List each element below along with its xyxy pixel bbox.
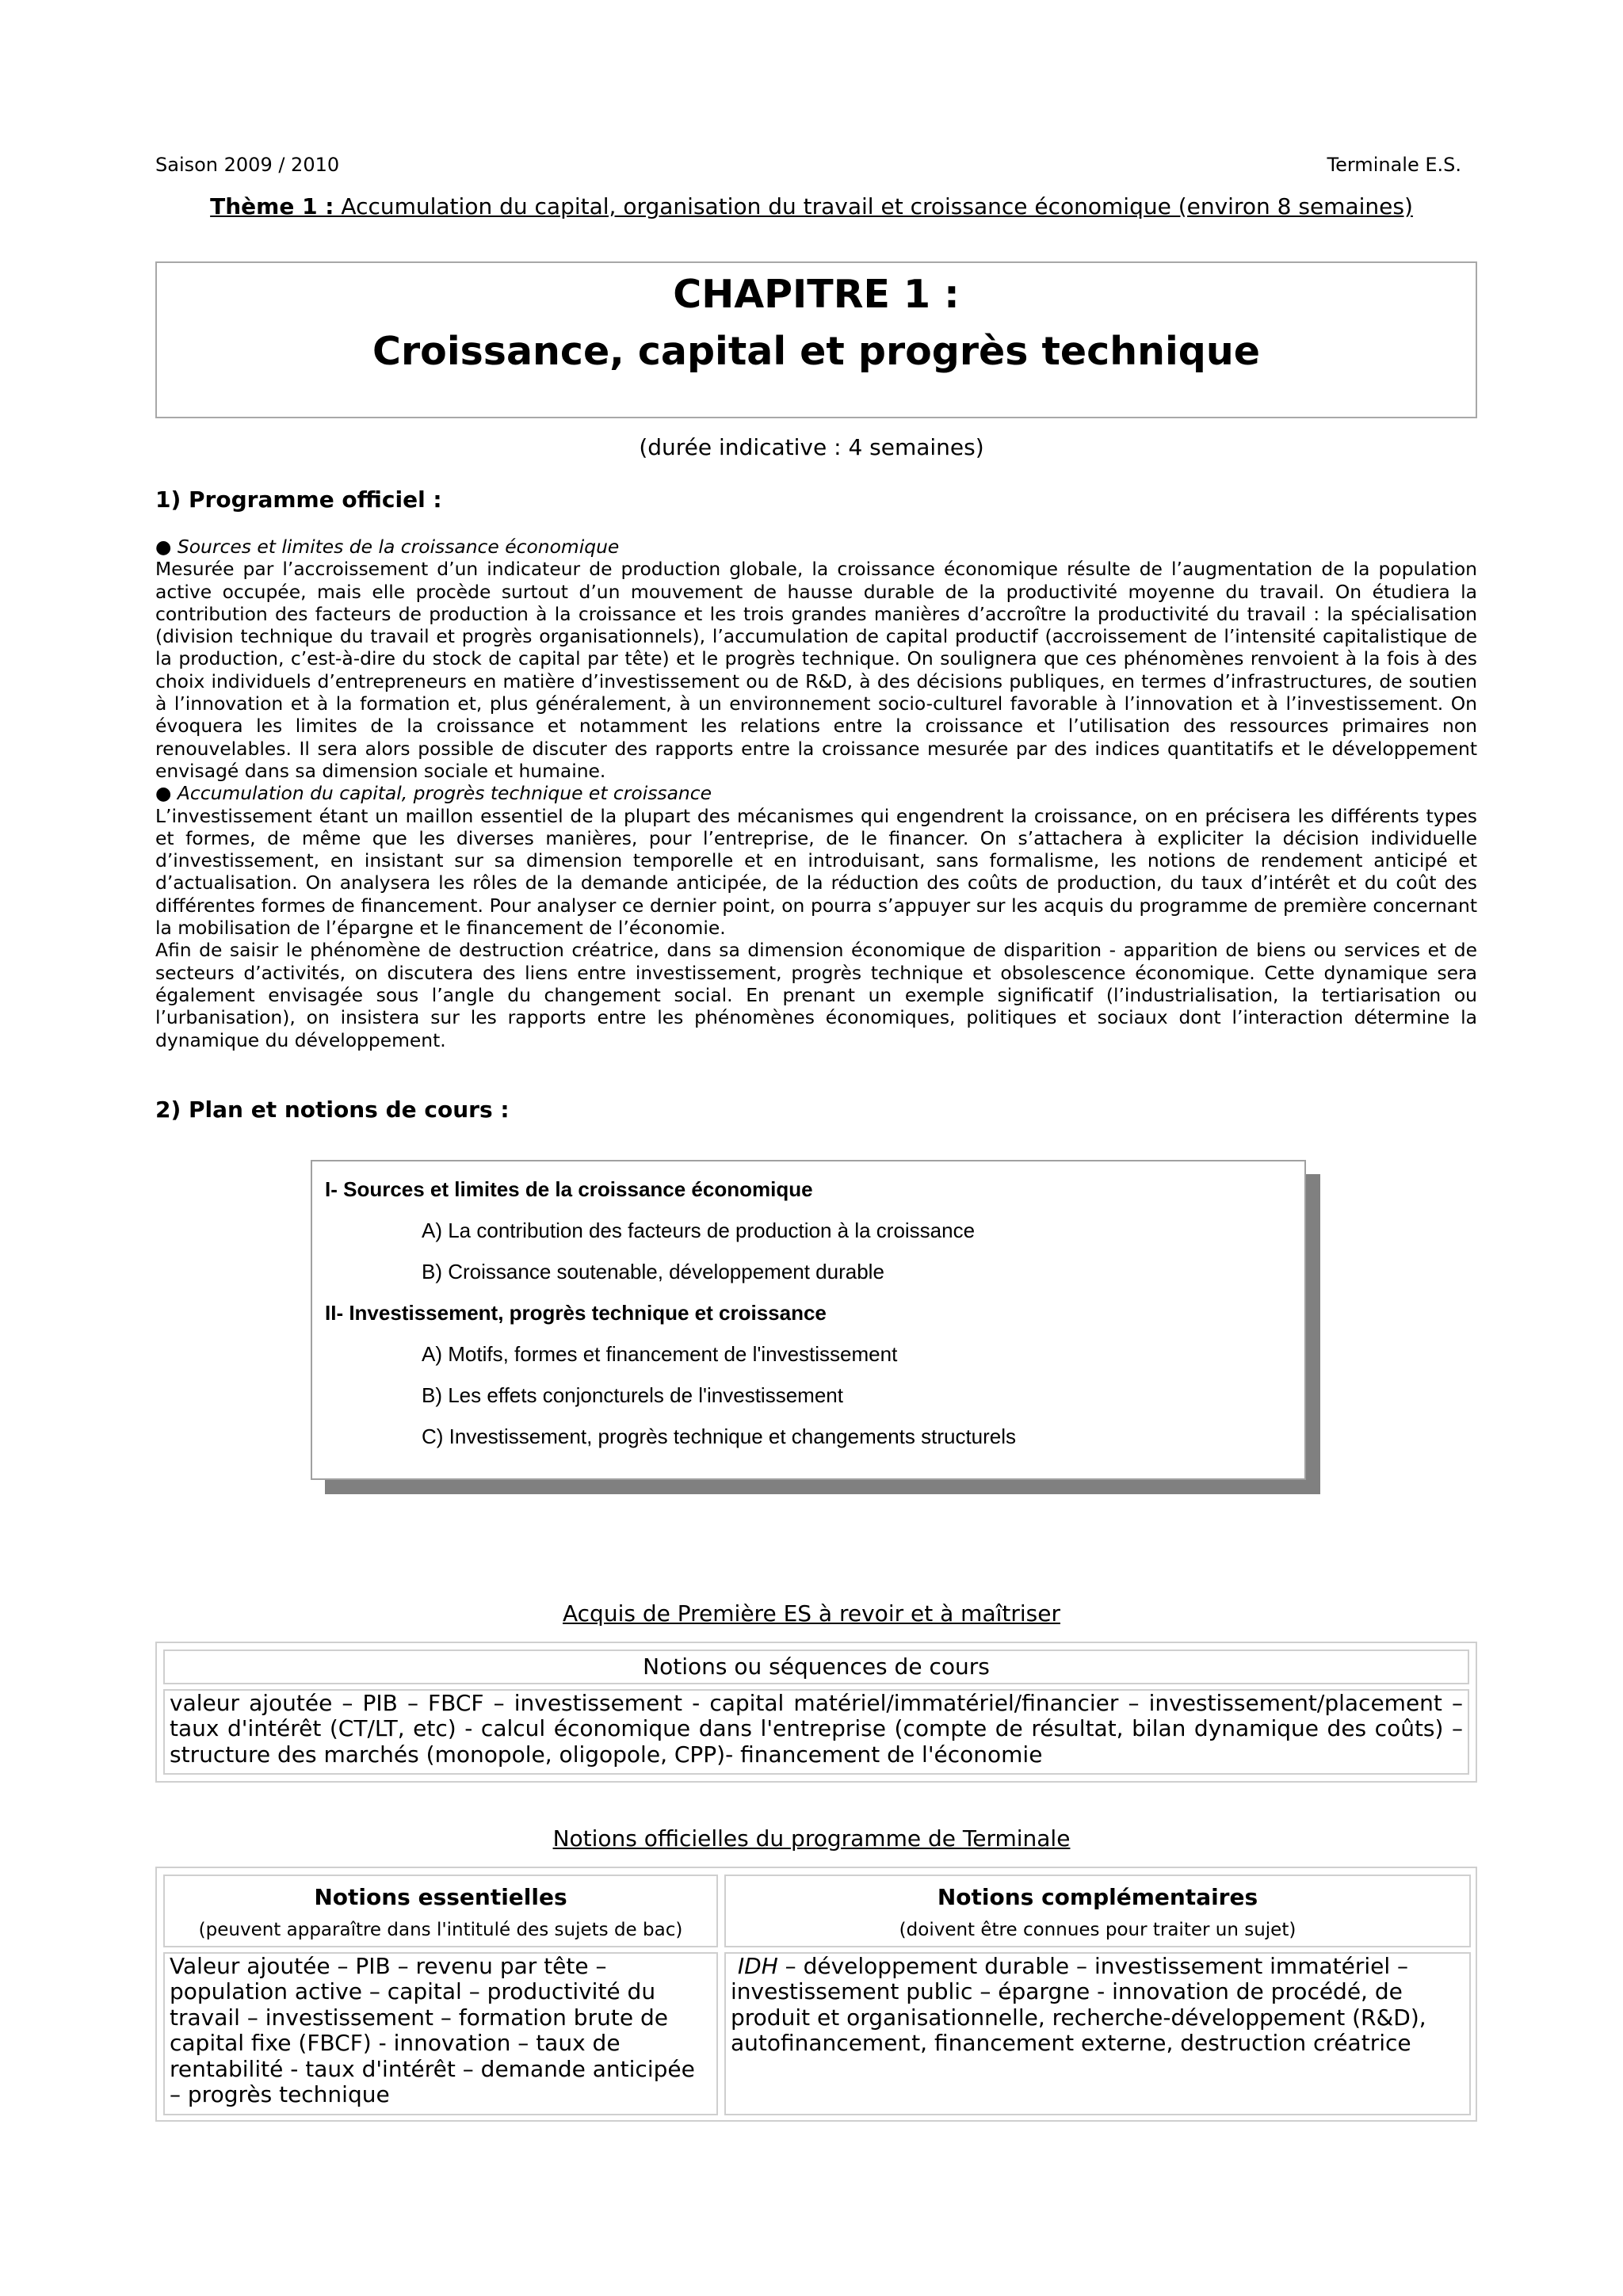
acquis-table-header: Notions ou séquences de cours — [163, 1650, 1469, 1684]
essential-notions-title: Notions essentielles — [314, 1884, 567, 1910]
acquis-title: Acquis de Première ES à revoir et à maîtriser — [563, 1600, 1060, 1627]
notions-title: Notions officielles du programme de Terminale — [552, 1825, 1071, 1852]
acquis-table-content: valeur ajoutée – PIB – FBCF – investissement - capital matériel/immatériel/financier – investissement/placement – taux d'intérêt (CT/LT, etc) - calcul économique dans l'entreprise (compte de résultat, bilan dynamique des coûts) – structure des marchés (monopole, oligopole, CPP)- financement de l'économie — [163, 1689, 1469, 1775]
complementary-notions-title: Notions complémentaires — [937, 1884, 1258, 1910]
plan-part-2c: C) Investissement, progrès technique et changements structurels — [422, 1425, 1017, 1448]
chapter-number: CHAPITRE 1 : — [673, 272, 960, 317]
program-paragraph-3: Afin de saisir le phénomène de destruction créatrice, dans sa dimension économique de disparition - apparition de biens ou services et de secteurs d’activités, on discutera des liens entre investissement, progrès technique et obsolescence économique. Cette dynamique sera également envisagée sous l’angle du changement social. En prenant un exemple significatif (l’industrialisation, la tertiarisation ou l’urbanisation), on insistera sur les rapports entre les phénomènes économiques, politiques et sociaux dont l’interaction détermine la dynamique du développement. — [155, 939, 1477, 1051]
bullet-icon: ● — [155, 782, 172, 805]
header-season: Saison 2009 / 2010 — [155, 154, 340, 176]
theme-line — [0, 193, 1623, 219]
complementary-notions-subtitle: (doivent être connues pour traiter un sujet) — [899, 1920, 1296, 1940]
plan-part-2b: B) Les effets conjoncturels de l'investissement — [422, 1383, 843, 1407]
plan-part-2: II- Investissement, progrès technique et croissance — [325, 1301, 827, 1325]
bullet-icon: ● — [155, 536, 172, 558]
program-paragraph-2: L’investissement étant un maillon essentiel de la plupart des mécanismes qui engendrent la croissance, on en précisera les différents types et formes, de même que les diverses manières, pour l’entreprise, de le financer. On s’attachera à expliciter la décision individuelle d’investissement, en insistant sur sa dimension temporelle et en introduisant, sans formalisme, les notions de rendement anticipé et d’actualisation. On analysera les rôles de la demande anticipée, de la réduction des coûts de production, du taux d’intérêt et du coût des différentes formes de financement. Pour analyser ce dernier point, on pourra s’appuyer sur les acquis du programme de première concernant la mobilisation de l’épargne et le financement de l’économie. — [155, 804, 1477, 940]
theme-text: Accumulation du capital, organisation du travail et croissance économique (environ 8 semaines) — [334, 193, 1413, 219]
complementary-notions-content — [724, 1952, 1471, 2115]
notions-table — [155, 1867, 1477, 2122]
complementary-notions-text: – développement durable – investissement immatériel – investissement public – épargne - innovation de procédé, de produit et organisationnelle, recherche-développement (R&D), autofinancement, financement externe, destruction créatrice — [731, 1953, 1426, 2057]
complementary-notions-header — [724, 1875, 1471, 1947]
plan-part-1a: A) La contribution des facteurs de production à la croissance — [422, 1219, 976, 1242]
plan-part-1b: B) Croissance soutenable, développement durable — [422, 1260, 884, 1283]
plan-part-2a: A) Motifs, formes et financement de l'investissement — [422, 1342, 898, 1366]
chapter-title-box — [155, 261, 1477, 418]
essential-notions-content: Valeur ajoutée – PIB – revenu par tête – population active – capital – productivité du travail – investissement – formation brute de capital fixe (FBCF) - innovation – taux de rentabilité - taux d'intérêt – demande anticipée – progrès technique — [163, 1952, 718, 2115]
plan-part-1: I- Sources et limites de la croissance économique — [325, 1177, 813, 1201]
idh-term: IDH — [737, 1953, 778, 1979]
section-1-title: 1) Programme officiel : — [155, 486, 442, 513]
program-subheading-1: Sources et limites de la croissance économique — [177, 536, 620, 558]
program-paragraph-1: Mesurée par l’accroissement d’un indicateur de production globale, la croissance économique résulte de l’augmentation de la population active occupée, mais elle procède surtout d’un mouvement de hausse durable de la productivité moyenne du travail. On étudiera la contribution des facteurs de production à la croissance et les trois grandes manières d’accroître la productivité du travail : la spécialisation (division technique du travail et progrès organisationnels), l’accumulation de capital productif (accroissement de l’intensité capitalistique de la production, c’est-à-dire du stock de capital par tête) et le progrès technique. On soulignera que ces phénomènes renvoient à la fois à des choix individuels d’entrepreneurs en matière d’investissement ou de R&D, à des décisions publiques, en termes d’infrastructures, de soutien à l’innovation et à la formation et, plus généralement, à un environnement socio-culturel favorable à l’innovation et à l’investissement. On évoquera les limites de la croissance et notamment les relations entre la croissance et l’utilisation des ressources primaires non renouvelables. Il sera alors possible de discuter des rapports entre la croissance mesurée par des indices quantitatifs et le développement envisagé dans sa dimension sociale et humaine. — [155, 558, 1477, 782]
official-program-text — [155, 536, 1477, 1051]
essential-notions-header — [163, 1875, 718, 1947]
course-plan-box — [311, 1160, 1306, 1480]
section-2-title: 2) Plan et notions de cours : — [155, 1097, 510, 1123]
theme-label: Thème 1 : — [210, 193, 334, 219]
essential-notions-subtitle: (peuvent apparaître dans l'intitulé des sujets de bac) — [198, 1920, 683, 1940]
header-class: Terminale E.S. — [1327, 154, 1461, 176]
acquis-table — [155, 1642, 1477, 1783]
chapter-title: Croissance, capital et progrès technique — [372, 329, 1260, 374]
program-subheading-2: Accumulation du capital, progrès technique et croissance — [177, 782, 712, 805]
duration-note: (durée indicative : 4 semaines) — [639, 434, 984, 460]
